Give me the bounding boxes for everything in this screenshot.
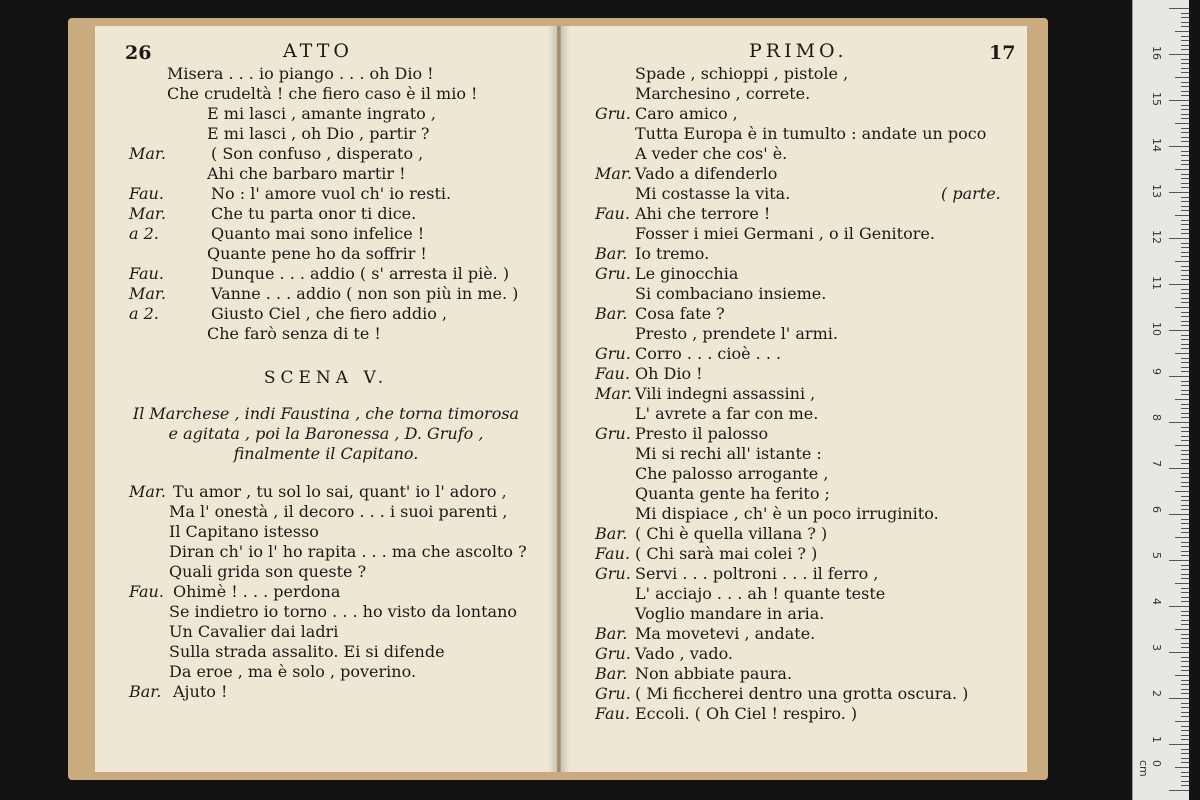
- ruler-tick: [1181, 689, 1189, 690]
- ruler-tick: [1169, 238, 1189, 239]
- ruler-tick: [1181, 128, 1189, 129]
- verse-line: Mi costasse la vita.: [635, 184, 791, 203]
- ruler-label: 1: [1150, 736, 1163, 743]
- verse-line: Oh Dio !: [635, 364, 703, 383]
- ruler-tick: [1181, 615, 1189, 616]
- verse-line: Dunque . . . addio ( s' arresta il piè. ): [211, 264, 510, 283]
- ruler-label: 0 cm: [1137, 760, 1163, 777]
- ruler-tick: [1181, 707, 1189, 708]
- ruler-tick: [1181, 486, 1189, 487]
- ruler-tick: [1181, 178, 1189, 179]
- ruler-tick: [1181, 500, 1189, 501]
- ruler-tick: [1181, 528, 1189, 529]
- ruler-tick: [1169, 100, 1189, 101]
- ruler-tick: [1181, 546, 1189, 547]
- running-header-left: ATTO: [283, 40, 353, 62]
- ruler-tick: [1181, 302, 1189, 303]
- verse-line: Presto il palosso: [635, 424, 769, 443]
- verse-line: Se indietro io torno . . . ho visto da lontano: [169, 602, 518, 621]
- right-page: [560, 26, 1027, 772]
- speaker-label: Gru.: [595, 684, 631, 703]
- speaker-label: Bar.: [129, 682, 162, 701]
- ruler-tick: [1169, 698, 1189, 699]
- ruler-tick: [1181, 312, 1189, 313]
- ruler-tick: [1181, 229, 1189, 230]
- verse-line: E mi lasci , oh Dio , partir ?: [207, 124, 430, 143]
- ruler-label: 3: [1150, 644, 1163, 651]
- verse-line: Vili indegni assassini ,: [635, 384, 816, 403]
- verse-line: Marchesino , correte.: [635, 84, 811, 103]
- ruler-tick: [1181, 17, 1189, 18]
- ruler-tick: [1181, 588, 1189, 589]
- ruler-tick: [1181, 643, 1189, 644]
- ruler-tick: [1181, 670, 1189, 671]
- ruler-tick: [1181, 82, 1189, 83]
- page-number-right: 17: [989, 42, 1016, 64]
- speaker-label: Bar.: [595, 524, 628, 543]
- ruler-tick: [1181, 657, 1189, 658]
- ruler-tick: [1169, 468, 1189, 469]
- ruler-tick: [1169, 376, 1189, 377]
- ruler-tick: [1181, 13, 1189, 14]
- verse-line: Ahi che terrore !: [635, 204, 771, 223]
- ruler-tick: [1169, 606, 1189, 607]
- verse-line: Mi si rechi all' istante :: [635, 444, 822, 463]
- verse-line: Eccoli. ( Oh Ciel ! respiro. ): [635, 704, 858, 723]
- ruler-tick: [1181, 739, 1189, 740]
- ruler-tick: [1181, 555, 1189, 556]
- ruler-label: 6: [1150, 506, 1163, 513]
- ruler-tick: [1181, 247, 1189, 248]
- ruler-tick: [1169, 560, 1189, 561]
- ruler-tick: [1181, 381, 1189, 382]
- ruler-tick: [1181, 454, 1189, 455]
- left-page: [95, 26, 558, 772]
- ruler-tick: [1169, 422, 1189, 423]
- ruler-tick: [1181, 279, 1189, 280]
- speaker-label: Fau.: [595, 364, 630, 383]
- ruler-tick: [1181, 712, 1189, 713]
- ruler-tick: [1169, 284, 1189, 285]
- ruler-tick: [1169, 8, 1189, 9]
- ruler-tick: [1181, 275, 1189, 276]
- verse-line: Quanto mai sono infelice !: [211, 224, 425, 243]
- verse-line: ( Chi è quella villana ? ): [635, 524, 828, 543]
- ruler-tick: [1181, 132, 1189, 133]
- ruler-tick: [1181, 634, 1189, 635]
- ruler-tick: [1181, 298, 1189, 299]
- ruler-tick: [1181, 523, 1189, 524]
- ruler-tick: [1181, 160, 1189, 161]
- ruler-tick: [1181, 776, 1189, 777]
- ruler-tick: [1181, 703, 1189, 704]
- ruler-tick: [1181, 505, 1189, 506]
- ruler-tick: [1181, 408, 1189, 409]
- ruler-tick: [1181, 183, 1189, 184]
- running-header-right: PRIMO.: [749, 40, 848, 62]
- ruler-tick: [1181, 243, 1189, 244]
- verse-line: A veder che cos' è.: [635, 144, 788, 163]
- verse-line: Presto , prendete l' armi.: [635, 324, 838, 343]
- ruler-label: 14: [1150, 138, 1163, 152]
- ruler-tick: [1181, 436, 1189, 437]
- ruler-tick: [1181, 49, 1189, 50]
- ruler-tick: [1181, 597, 1189, 598]
- ruler-tick: [1181, 578, 1189, 579]
- speaker-label: Gru.: [595, 104, 631, 123]
- ruler-tick: [1181, 233, 1189, 234]
- ruler-tick: [1169, 330, 1189, 331]
- ruler-tick: [1181, 459, 1189, 460]
- ruler-tick: [1181, 118, 1189, 119]
- ruler-tick: [1181, 496, 1189, 497]
- ruler-tick: [1181, 26, 1189, 27]
- speaker-label: Mar.: [129, 144, 166, 163]
- verse-line: Vado a difenderlo: [635, 164, 778, 183]
- speaker-label: Bar.: [595, 304, 628, 323]
- ruler-tick: [1181, 647, 1189, 648]
- ruler-tick: [1175, 261, 1189, 262]
- ruler-tick: [1181, 785, 1189, 786]
- verse-line: ( Chi sarà mai colei ? ): [635, 544, 818, 563]
- speaker-label: Fau.: [129, 582, 164, 601]
- speaker-label: a 2.: [129, 304, 159, 323]
- ruler-tick: [1169, 54, 1189, 55]
- ruler-tick: [1181, 427, 1189, 428]
- ruler-tick: [1181, 592, 1189, 593]
- ruler-tick: [1181, 348, 1189, 349]
- ruler-tick: [1181, 450, 1189, 451]
- ruler-tick: [1181, 197, 1189, 198]
- verse-line: Giusto Ciel , che fiero addio ,: [211, 304, 448, 323]
- ruler-tick: [1175, 77, 1189, 78]
- ruler-tick: [1181, 321, 1189, 322]
- verse-line: Da eroe , ma è solo , poverino.: [169, 662, 417, 681]
- verse-line: Che tu parta onor ti dice.: [211, 204, 417, 223]
- ruler-label: 11: [1150, 276, 1163, 290]
- ruler-tick: [1181, 40, 1189, 41]
- ruler-tick: [1181, 565, 1189, 566]
- verse-line: Caro amico ,: [635, 104, 738, 123]
- ruler-tick: [1175, 537, 1189, 538]
- verse-line: Spade , schioppi , pistole ,: [635, 64, 849, 83]
- ruler-label: 12: [1150, 230, 1163, 244]
- ruler-tick: [1181, 316, 1189, 317]
- ruler-tick: [1181, 404, 1189, 405]
- verse-line: Ahi che barbaro martir !: [207, 164, 406, 183]
- verse-line: Che farò senza di te !: [207, 324, 381, 343]
- ruler-tick: [1181, 693, 1189, 694]
- speaker-label: Mar.: [595, 384, 632, 403]
- verse-line: Quanta gente ha ferito ;: [635, 484, 830, 503]
- ruler-tick: [1181, 266, 1189, 267]
- ruler-tick: [1181, 413, 1189, 414]
- verse-line: Ma l' onestà , il decoro . . . i suoi parenti ,: [169, 502, 508, 521]
- ruler-tick: [1181, 344, 1189, 345]
- stage-direction: e agitata , poi la Baronessa , D. Grufo ,: [168, 424, 484, 443]
- ruler-tick: [1181, 59, 1189, 60]
- ruler-tick: [1181, 22, 1189, 23]
- ruler-tick: [1181, 95, 1189, 96]
- ruler-tick: [1181, 72, 1189, 73]
- page-number-left: 26: [125, 42, 152, 64]
- ruler-tick: [1175, 399, 1189, 400]
- ruler-tick: [1181, 781, 1189, 782]
- ruler-tick: [1181, 371, 1189, 372]
- speaker-label: Gru.: [595, 344, 631, 363]
- ruler-label: 9: [1150, 368, 1163, 375]
- ruler-tick: [1175, 675, 1189, 676]
- speaker-label: Fau.: [595, 704, 630, 723]
- ruler-tick: [1175, 491, 1189, 492]
- ruler-tick: [1181, 611, 1189, 612]
- ruler-tick: [1181, 91, 1189, 92]
- ruler-tick: [1181, 394, 1189, 395]
- ruler-tick: [1181, 335, 1189, 336]
- ruler-tick: [1181, 574, 1189, 575]
- verse-line: ( Mi ficcherei dentro una grotta oscura. ): [635, 684, 969, 703]
- ruler-tick: [1181, 339, 1189, 340]
- ruler-tick: [1181, 684, 1189, 685]
- verse-line: Non abbiate paura.: [635, 664, 793, 683]
- scene-heading: SCENA V.: [263, 368, 389, 388]
- speaker-label: Mar.: [129, 204, 166, 223]
- ruler-tick: [1181, 601, 1189, 602]
- ruler-tick: [1181, 542, 1189, 543]
- verse-line: Vanne . . . addio ( non son più in me. ): [211, 284, 519, 303]
- ruler-tick: [1181, 358, 1189, 359]
- ruler-tick: [1181, 638, 1189, 639]
- ruler-tick: [1181, 551, 1189, 552]
- ruler-label: 15: [1150, 92, 1163, 106]
- verse-line: No : l' amore vuol ch' io resti.: [211, 184, 452, 203]
- ruler-tick: [1181, 155, 1189, 156]
- verse-line: Che palosso arrogante ,: [635, 464, 829, 483]
- ruler-label: 10: [1150, 322, 1163, 336]
- ruler-tick: [1175, 583, 1189, 584]
- book-gutter: [548, 26, 570, 772]
- speaker-label: Bar.: [595, 244, 628, 263]
- ruler-tick: [1181, 661, 1189, 662]
- ruler-tick: [1181, 666, 1189, 667]
- ruler-tick: [1181, 463, 1189, 464]
- ruler-label: 7: [1150, 460, 1163, 467]
- ruler-tick: [1169, 146, 1189, 147]
- verse-line: Ohimè ! . . . perdona: [173, 582, 341, 601]
- ruler-tick: [1181, 680, 1189, 681]
- verse-line: Misera . . . io piango . . . oh Dio !: [167, 64, 434, 83]
- speaker-label: Fau.: [595, 204, 630, 223]
- stage-direction: finalmente il Capitano.: [233, 444, 419, 463]
- speaker-label: Gru.: [595, 564, 631, 583]
- ruler-tick: [1169, 790, 1189, 791]
- ruler-tick: [1181, 440, 1189, 441]
- verse-line: Mi dispiace , ch' è un poco irruginito.: [635, 504, 939, 523]
- ruler-tick: [1181, 762, 1189, 763]
- speaker-label: Gru.: [595, 644, 631, 663]
- ruler-tick: [1181, 772, 1189, 773]
- verse-line: Ma movetevi , andate.: [635, 624, 816, 643]
- ruler-label: 13: [1150, 184, 1163, 198]
- ruler-tick: [1181, 220, 1189, 221]
- ruler-tick: [1181, 716, 1189, 717]
- speaker-label: Mar.: [129, 284, 166, 303]
- ruler-tick: [1181, 187, 1189, 188]
- ruler-tick: [1181, 624, 1189, 625]
- verse-line: Servi . . . poltroni . . . il ferro ,: [635, 564, 879, 583]
- ruler-tick: [1181, 174, 1189, 175]
- ruler-tick: [1181, 256, 1189, 257]
- ruler-tick: [1175, 767, 1189, 768]
- ruler-tick: [1181, 482, 1189, 483]
- ruler-tick: [1181, 385, 1189, 386]
- ruler-tick: [1181, 210, 1189, 211]
- ruler-label: 16: [1150, 46, 1163, 60]
- verse-line: Che crudeltà ! che fiero caso è il mio !: [167, 84, 478, 103]
- ruler-tick: [1181, 362, 1189, 363]
- verse-line: Un Cavalier dai ladri: [169, 622, 339, 641]
- ruler-tick: [1181, 201, 1189, 202]
- ruler-tick: [1175, 721, 1189, 722]
- verse-line: ( Son confuso , disperato ,: [211, 144, 424, 163]
- speaker-label: Gru.: [595, 424, 631, 443]
- ruler-tick: [1181, 726, 1189, 727]
- ruler-tick: [1181, 620, 1189, 621]
- ruler-tick: [1181, 45, 1189, 46]
- ruler-tick: [1181, 36, 1189, 37]
- ruler-tick: [1169, 652, 1189, 653]
- ruler-tick: [1175, 307, 1189, 308]
- speaker-label: Gru.: [595, 264, 631, 283]
- ruler-tick: [1181, 109, 1189, 110]
- verse-line: L' acciajo . . . ah ! quante teste: [635, 584, 886, 603]
- ruler-tick: [1181, 325, 1189, 326]
- ruler-tick: [1181, 164, 1189, 165]
- ruler-tick: [1175, 445, 1189, 446]
- speaker-label: Mar.: [595, 164, 632, 183]
- ruler-tick: [1175, 629, 1189, 630]
- verse-line: Il Capitano istesso: [169, 522, 319, 541]
- ruler-tick: [1175, 215, 1189, 216]
- ruler-tick: [1181, 86, 1189, 87]
- verse-line: Io tremo.: [635, 244, 710, 263]
- ruler-tick: [1175, 123, 1189, 124]
- ruler-tick: [1181, 137, 1189, 138]
- ruler-tick: [1181, 224, 1189, 225]
- verse-line: Corro . . . cioè . . .: [635, 344, 782, 363]
- ruler-tick: [1181, 431, 1189, 432]
- margin-note: ( parte.: [941, 184, 1001, 203]
- ruler-tick: [1181, 473, 1189, 474]
- ruler-tick: [1181, 730, 1189, 731]
- speaker-label: Bar.: [595, 624, 628, 643]
- verse-line: Tutta Europa è in tumulto : andate un poco: [635, 124, 987, 143]
- ruler-tick: [1181, 68, 1189, 69]
- ruler-tick: [1181, 114, 1189, 115]
- ruler-label: 2: [1150, 690, 1163, 697]
- ruler-tick: [1175, 31, 1189, 32]
- ruler-tick: [1181, 289, 1189, 290]
- ruler-tick: [1181, 509, 1189, 510]
- ruler-tick: [1181, 417, 1189, 418]
- ruler-tick: [1181, 749, 1189, 750]
- verse-line: E mi lasci , amante ingrato ,: [207, 104, 436, 123]
- ruler-tick: [1181, 753, 1189, 754]
- ruler-tick: [1169, 514, 1189, 515]
- verse-line: Ajuto !: [173, 682, 228, 701]
- speaker-label: Mar.: [129, 482, 166, 501]
- ruler-tick: [1181, 519, 1189, 520]
- ruler-label: 8: [1150, 414, 1163, 421]
- ruler-tick: [1175, 353, 1189, 354]
- verse-line: Diran ch' io l' ho rapita . . . ma che ascolto ?: [169, 542, 527, 561]
- ruler-tick: [1181, 105, 1189, 106]
- ruler-tick: [1181, 63, 1189, 64]
- verse-line: Cosa fate ?: [635, 304, 725, 323]
- ruler-tick: [1181, 293, 1189, 294]
- ruler-label: 5: [1150, 552, 1163, 559]
- ruler-tick: [1181, 735, 1189, 736]
- verse-line: L' avrete a far con me.: [635, 404, 819, 423]
- ruler-label: 4: [1150, 598, 1163, 605]
- speaker-label: Fau.: [129, 184, 164, 203]
- verse-line: Quante pene ho da soffrir !: [207, 244, 427, 263]
- verse-line: Tu amor , tu sol lo sai, quant' io l' adoro ,: [173, 482, 507, 501]
- verse-line: Sulla strada assalito. Ei si difende: [169, 642, 445, 661]
- verse-line: Fosser i miei Germani , o il Genitore.: [635, 224, 935, 243]
- ruler-tick: [1181, 270, 1189, 271]
- measurement-ruler: [1132, 0, 1189, 800]
- ruler-tick: [1181, 252, 1189, 253]
- ruler-tick: [1181, 141, 1189, 142]
- verse-line: Le ginocchia: [635, 264, 739, 283]
- ruler-tick: [1169, 744, 1189, 745]
- verse-line: Voglio mandare in aria.: [635, 604, 825, 623]
- speaker-label: a 2.: [129, 224, 159, 243]
- ruler-tick: [1181, 569, 1189, 570]
- ruler-tick: [1181, 477, 1189, 478]
- ruler-tick: [1181, 390, 1189, 391]
- ruler-tick: [1181, 758, 1189, 759]
- stage-direction: Il Marchese , indi Faustina , che torna timorosa: [132, 404, 520, 423]
- speaker-label: Fau.: [595, 544, 630, 563]
- ruler-tick: [1181, 151, 1189, 152]
- speaker-label: Fau.: [129, 264, 164, 283]
- verse-line: Vado , vado.: [635, 644, 734, 663]
- verse-line: Si combaciano insieme.: [635, 284, 827, 303]
- ruler-tick: [1169, 192, 1189, 193]
- ruler-tick: [1181, 206, 1189, 207]
- speaker-label: Bar.: [595, 664, 628, 683]
- ruler-tick: [1181, 532, 1189, 533]
- verse-line: Quali grida son queste ?: [169, 562, 367, 581]
- ruler-tick: [1181, 367, 1189, 368]
- ruler-tick: [1175, 169, 1189, 170]
